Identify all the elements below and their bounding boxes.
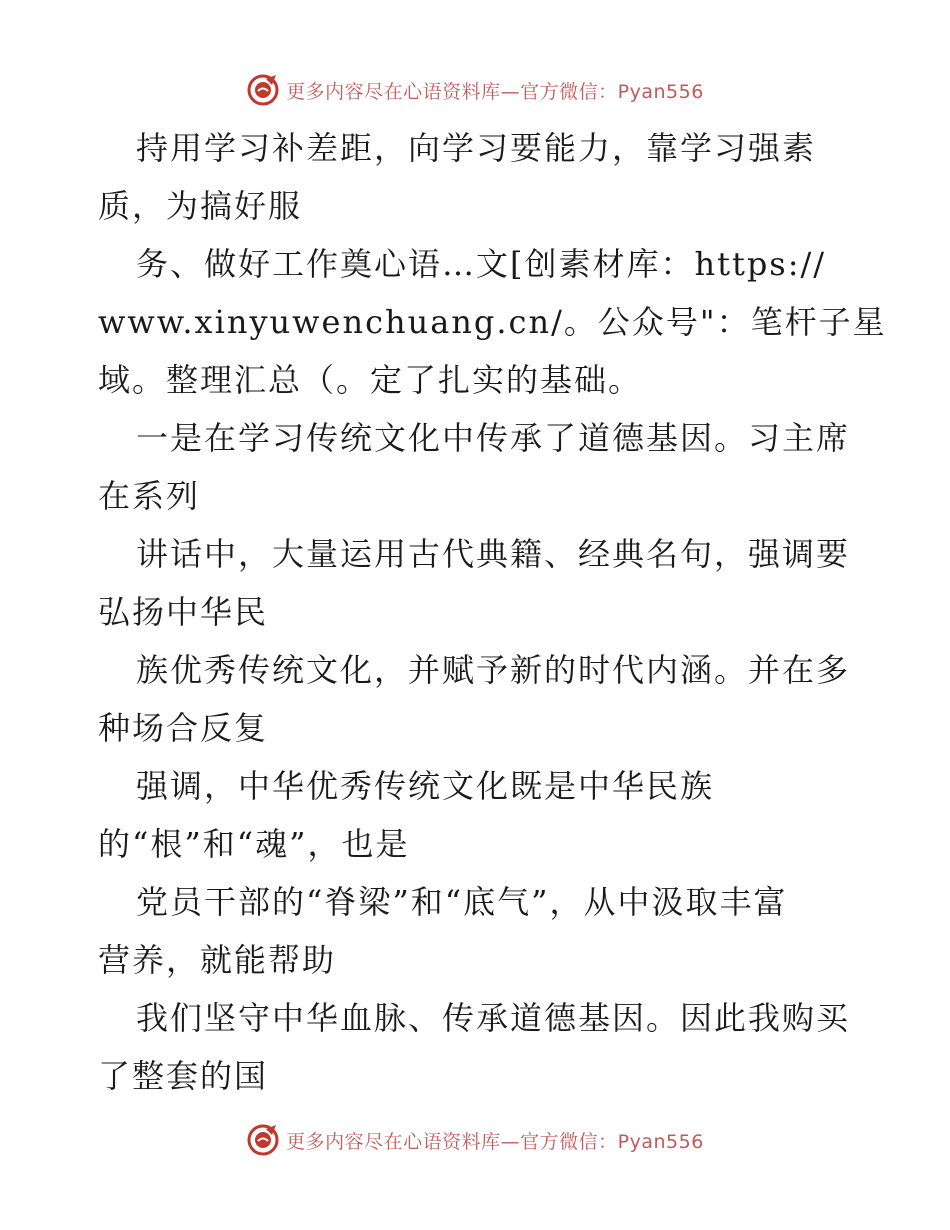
body-line: 在系列 [98, 477, 201, 515]
body-line: 持用学习补差距，向学习要能力，靠学习强素 [136, 129, 817, 167]
body-line: 的“根”和“魂”，也是 [98, 825, 410, 863]
body-line: 营养，就能帮助 [98, 941, 337, 979]
pen-logo-icon [246, 73, 280, 107]
body-line: 务、做好工作奠心语…文[创素材库：https:// [136, 245, 827, 283]
footer-watermark-banner [0, 1120, 950, 1160]
pen-logo-icon [246, 1123, 280, 1157]
body-line: 弘扬中华民 [98, 593, 269, 631]
body-line: 党员干部的“脊梁”和“底气”，从中汲取丰富 [136, 883, 788, 921]
header-banner-text: 更多内容尽在心语资料库—官方微信：Pyan556 [286, 80, 704, 103]
body-line: 族优秀传统文化，并赋予新的时代内涵。并在多 [136, 651, 851, 689]
header-watermark-banner [0, 70, 950, 110]
body-line: 强调，中华优秀传统文化既是中华民族 [136, 767, 715, 805]
body-line: www.xinyuwenchuang.cn/。公众号"：笔杆子星 [98, 303, 887, 341]
body-line: 一是在学习传统文化中传承了道德基因。习主席 [136, 419, 851, 457]
body-line: 域。整理汇总（。定了扎实的基础。 [98, 361, 643, 399]
body-line: 质，为搞好服 [98, 187, 303, 225]
body-line: 了整套的国 [98, 1057, 269, 1095]
body-line: 讲话中，大量运用古代典籍、经典名句，强调要 [136, 535, 851, 573]
footer-banner-text: 更多内容尽在心语资料库—官方微信：Pyan556 [286, 1130, 704, 1153]
body-line: 种场合反复 [98, 709, 269, 747]
body-line: 我们坚守中华血脉、传承道德基因。因此我购买 [136, 999, 851, 1037]
